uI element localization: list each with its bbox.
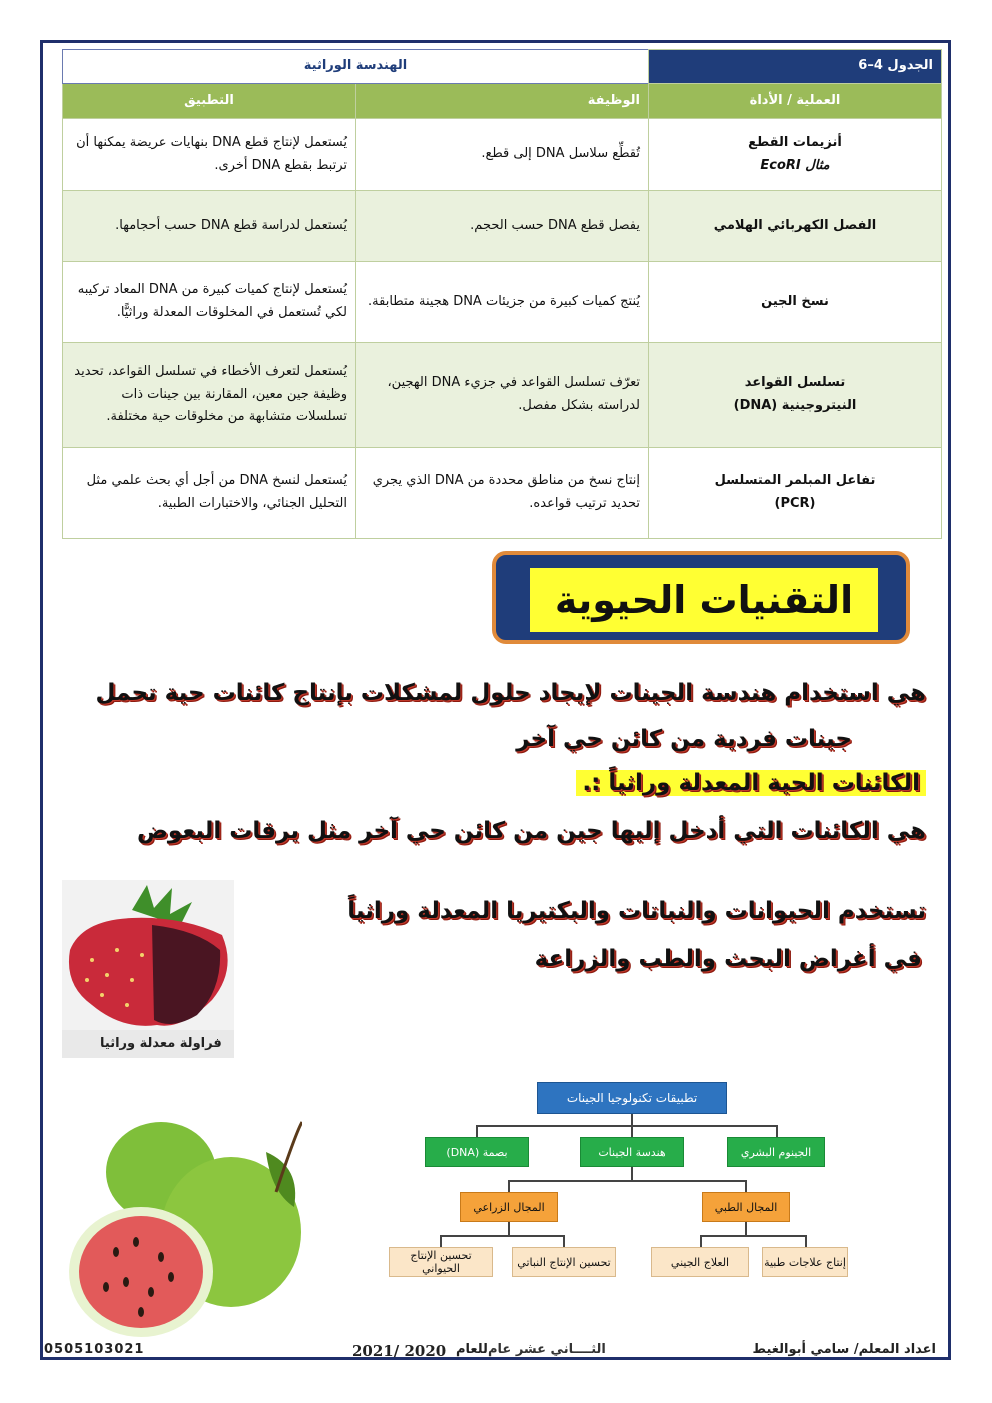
process-name: تفاعل المبلمر المتسلسل xyxy=(714,473,876,489)
connector xyxy=(476,1125,478,1137)
connector xyxy=(508,1180,510,1192)
function-cell: تُقطِّع سلاسل DNA إلى قطع. xyxy=(356,118,649,191)
application-cell: يُستعمل لنسخ DNA من أجل أي بحث علمي مثل التحليل الجنائي، والاختبارات الطبية. xyxy=(63,448,356,539)
table-row xyxy=(63,191,942,262)
connector xyxy=(700,1235,806,1237)
process-cell xyxy=(649,448,942,539)
diagram-node-dna-fingerprint: بصمة (DNA) xyxy=(425,1137,529,1167)
connector xyxy=(631,1167,633,1181)
definition-line-1: هي استخدام هندسة الجينات لإيجاد حلول لمشكلات بإنتاج كائنات حية تحمل xyxy=(95,680,926,706)
connector xyxy=(440,1235,442,1247)
process-abbr: (PCR) xyxy=(774,496,816,511)
table-row xyxy=(63,262,942,343)
diagram-node-medical-treatments: إنتاج علاجات طبية xyxy=(762,1247,848,1277)
uses-line-2: في أغراض البحث والطب والزراعة xyxy=(534,946,922,972)
process-cell: الفصل الكهربائي الهلامي xyxy=(649,191,942,262)
definition-line-2: جينات فردية من كائن حي آخر xyxy=(516,726,852,752)
apple-icon xyxy=(66,1112,302,1342)
connector xyxy=(631,1125,633,1137)
connector xyxy=(745,1222,747,1236)
connector xyxy=(776,1125,778,1137)
diagram-node-gene-therapy: العلاج الجيني xyxy=(651,1247,749,1277)
genetic-engineering-table xyxy=(62,49,942,539)
connector xyxy=(745,1180,747,1192)
uses-line-1: تستخدم الحيوانات والنباتات والبكتيريا المعدلة وراثياً xyxy=(347,898,926,924)
table-row xyxy=(63,118,942,191)
application-cell: يُستعمل لتعرف الأخطاء في تسلسل القواعد، تحديد وظيفة جين معين، المقارنة بين جينات ذات تسلسلات متشابهة من مخلوقات حية مختلفة. xyxy=(63,342,356,447)
process-name-cont: النيتروجينية (DNA) xyxy=(733,397,857,413)
diagram-node-animal-production: تحسين الإنتاج الحيواني xyxy=(389,1247,493,1277)
diagram-node-medical: المجال الطبي xyxy=(702,1192,790,1222)
column-header-function: الوظيفة xyxy=(356,84,649,118)
gm-apple-watermelon-image xyxy=(66,1112,302,1342)
process-name: تسلسل القواعد xyxy=(744,375,846,391)
table-title: الهندسة الوراثية xyxy=(63,50,649,84)
diagram-node-genetic-engineering: هندسة الجينات xyxy=(580,1137,684,1167)
application-cell: يُستعمل لدراسة قطع DNA حسب أحجامها. xyxy=(63,191,356,262)
connector xyxy=(805,1235,807,1247)
process-name: أنزيمات القطع xyxy=(748,134,842,150)
table-row xyxy=(63,448,942,539)
diagram-node-human-genome: الجينوم البشري xyxy=(727,1137,825,1167)
table-row xyxy=(63,342,942,447)
diagram-node-plant-production: تحسين الإنتاج النباتي xyxy=(512,1247,616,1277)
function-cell: يُنتج كميات كبيرة من جزيئات DNA هجينة متطابقة. xyxy=(356,262,649,343)
function-cell: تعرّف تسلسل القواعد في جزيء DNA الهجين، لدراسته بشكل مفصل. xyxy=(356,342,649,447)
table-id: الجدول 4–6 xyxy=(649,50,942,84)
diagram-node-agricultural: المجال الزراعي xyxy=(460,1192,558,1222)
connector xyxy=(700,1235,702,1247)
process-cell: نسخ الجين xyxy=(649,262,942,343)
footer-year: 2020 /2021 xyxy=(352,1342,447,1360)
connector xyxy=(508,1222,510,1236)
column-header-application: التطبيق xyxy=(63,84,356,118)
gm-strawberry-image xyxy=(62,880,234,1058)
connector xyxy=(563,1235,565,1247)
column-header-process: العملية / الأداة xyxy=(649,84,942,118)
function-cell: إنتاج نسخ من مناطق محددة من DNA الذي يجري تحديد ترتيب قواعده. xyxy=(356,448,649,539)
process-cell xyxy=(649,342,942,447)
diagram-root: تطبيقات تكنولوجيا الجينات xyxy=(537,1082,727,1114)
footer-author: اعداد المعلم/ سامي أبوالغيط xyxy=(752,1342,936,1357)
connector xyxy=(476,1125,776,1127)
gmo-label: الكائنات الحية المعدلة وراثياً :. xyxy=(576,770,926,796)
footer-year-label: للعام xyxy=(456,1342,488,1357)
connector xyxy=(508,1180,746,1182)
application-cell: يُستعمل لإنتاج كميات كبيرة من DNA المعاد تركيبه لكي تُستعمل في المخلوقات المعدلة وراثيًّا. xyxy=(63,262,356,343)
strawberry-caption: فراولة معدلة وراثيا xyxy=(100,1036,222,1051)
process-cell xyxy=(649,118,942,191)
application-cell: يُستعمل لإنتاج قطع DNA بنهايات عريضة يمكنها أن ترتبط بقطع DNA أخرى. xyxy=(63,118,356,191)
function-cell: يفصل قطع DNA حسب الحجم. xyxy=(356,191,649,262)
process-example: مثال EcoRI xyxy=(760,157,830,173)
footer-phone: 0505103021 xyxy=(44,1342,145,1357)
footer-grade: الثــــاني عشر عام xyxy=(488,1342,606,1357)
strawberry-icon xyxy=(62,880,234,1058)
connector xyxy=(440,1235,564,1237)
gmo-definition: هي الكائنات التي أدخل إليها جين من كائن حي آخر مثل يرقات البعوض xyxy=(136,818,926,844)
section-heading: التقنيات الحيوية xyxy=(530,568,878,632)
